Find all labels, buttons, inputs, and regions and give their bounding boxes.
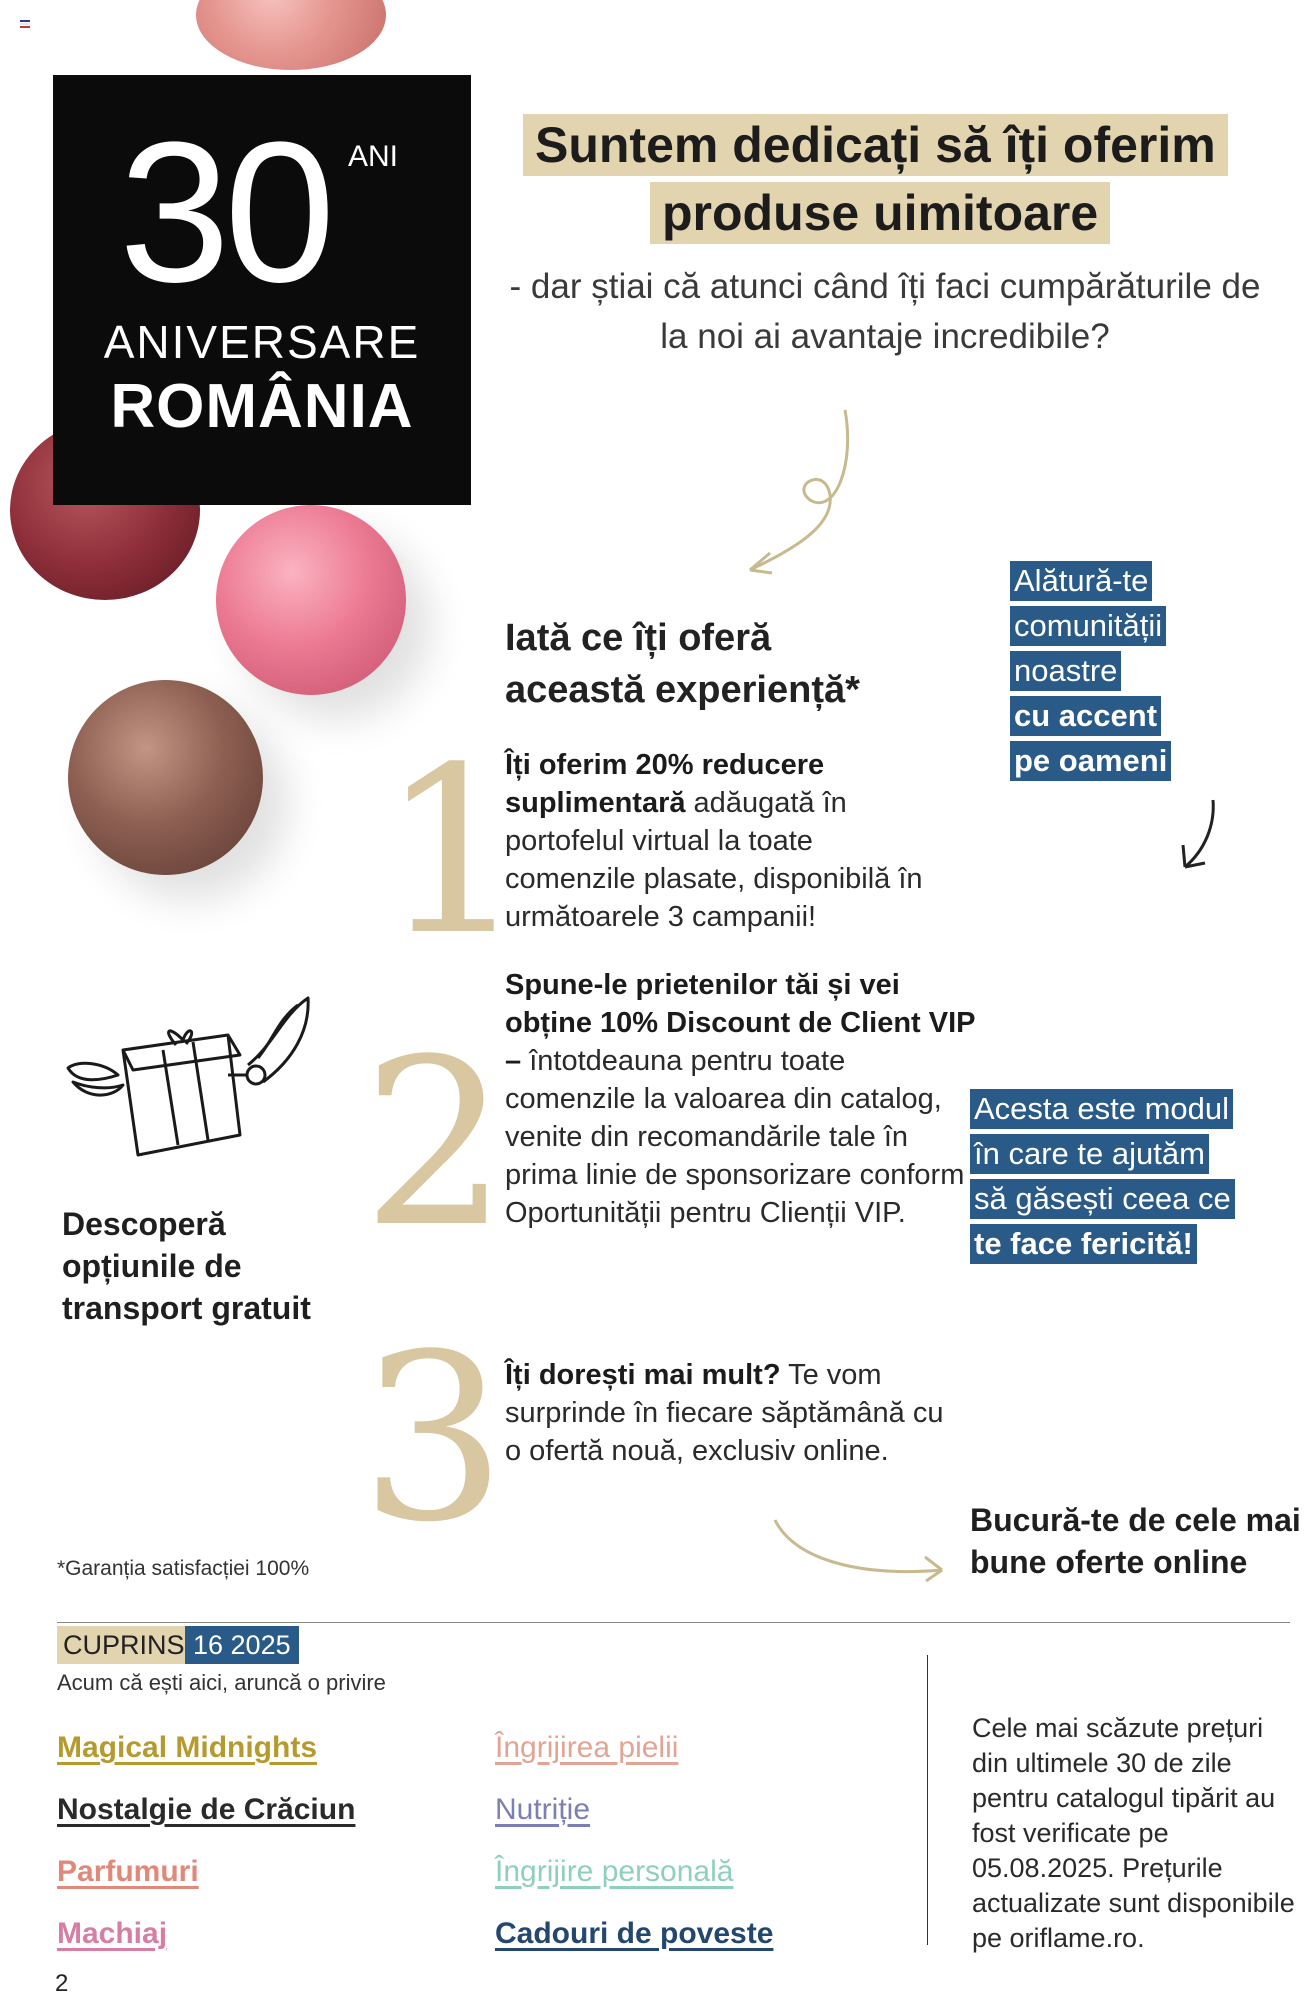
step-2-text (505, 966, 975, 1232)
community-callout (1010, 561, 1171, 786)
gift-box-wings-icon (58, 990, 318, 1170)
badge-aniversare: ANIVERSARE (103, 316, 421, 368)
subheadline: - dar știai că atunci când îți faci cumpărăturile de la noi ai avantaje incredibile? (509, 267, 1261, 356)
toc-link-ingrijirea-pielii[interactable]: Îngrijirea pielii (495, 1731, 679, 1764)
toc-link-nostalgie-de-craciun[interactable]: Nostalgie de Crăciun (57, 1793, 356, 1826)
community-callout-line: noastre (1010, 651, 1121, 691)
toc-link-ingrijire-personala[interactable]: Îngrijire personală (495, 1855, 734, 1888)
badge-number: 30 (119, 101, 330, 324)
experience-title-line2: această experiență* (505, 669, 860, 711)
help-callout-line: Acesta este modul (970, 1089, 1233, 1129)
vertical-divider (927, 1655, 928, 1945)
step-3-bold: Îți dorești mai mult? (505, 1359, 781, 1391)
step-1-bold: Îți oferim 20% reducere suplimentară (505, 749, 825, 819)
toc-link-machiaj[interactable]: Machiaj (57, 1917, 168, 1950)
community-callout-line: pe oameni (1010, 741, 1171, 781)
guarantee-note: *Garanția satisfacției 100% (57, 1557, 310, 1580)
step-3-text (505, 1356, 945, 1470)
help-callout (970, 1089, 1235, 1269)
experience-title-line1: Iată ce îți oferă (505, 617, 772, 659)
toc-link-nutritie[interactable]: Nutriție (495, 1793, 591, 1826)
experience-title (505, 612, 860, 716)
online-offers-text: Bucură-te de cele mai bune oferte online (970, 1502, 1301, 1580)
help-callout-line: în care te ajutăm (970, 1134, 1209, 1174)
step-1-numeral: 1 (380, 719, 527, 986)
contents-label: CUPRINS (57, 1626, 191, 1664)
step-3-numeral: 3 (360, 1306, 507, 1573)
step-2-bold: Spune-le prietenilor tăi și vei obține 10% Discount de Client VIP – (505, 969, 975, 1077)
community-callout-line: comunității (1010, 606, 1166, 646)
community-callout-line: cu accent (1010, 696, 1161, 736)
right-curve-arrow-icon (770, 1515, 950, 1585)
toc-link-magical-midnights[interactable]: Magical Midnights (57, 1731, 318, 1764)
badge-ani-label: ANI (348, 140, 399, 173)
headline-line2: produse uimitoare (650, 182, 1110, 244)
free-shipping-text: Descoperă opțiunile de transport gratuit (62, 1206, 311, 1326)
contents-intro: Acum că ești aici, aruncă o privire (57, 1670, 386, 1695)
down-arrow-icon (1175, 795, 1225, 875)
step-2-body: întotdeauna pentru toate comenzile la valoarea din catalog, venite din recomandările tale în prima linie de sponsorizare conform Oportunității pentru Clienții VIP. (505, 1045, 965, 1229)
step-2-numeral: 2 (362, 1011, 509, 1278)
step-3-body: Te vom surprinde în fiecare săptămână cu o ofertă nouă, exclusiv online. (505, 1359, 944, 1467)
section-divider (57, 1622, 1290, 1623)
price-verification-note: Cele mai scăzute prețuri din ultimele 30 de zile pentru catalogul tipărit au fost verificate pe 05.08.2025. Prețurile actualizate sunt disponibile pe oriflame.ro. (972, 1713, 1295, 1953)
community-callout-line: Alătură-te (1010, 561, 1152, 601)
headline-line1: Suntem dedicați să îți oferim (523, 114, 1228, 176)
curly-arrow-icon (740, 405, 860, 585)
blush-pearl-image (68, 680, 263, 875)
flag-icon (20, 20, 30, 28)
help-callout-line: te face fericită! (970, 1224, 1197, 1264)
toc-link-cadouri-de-poveste[interactable]: Cadouri de poveste (495, 1917, 774, 1950)
help-callout-line: să găsești ceea ce (970, 1179, 1235, 1219)
blush-pearl-image (196, 0, 386, 70)
page-number: 2 (55, 1970, 69, 1997)
anniversary-badge (53, 75, 471, 505)
blush-pearl-image (216, 505, 406, 695)
badge-country: ROMÂNIA (110, 372, 414, 441)
step-1-text (505, 746, 945, 936)
toc-link-parfumuri[interactable]: Parfumuri (57, 1855, 199, 1888)
contents-issue: 16 2025 (185, 1626, 299, 1664)
step-1-body: adăugată în portofelul virtual la toate comenzile plasate, disponibilă în următoarele 3 campanii! (505, 787, 923, 933)
